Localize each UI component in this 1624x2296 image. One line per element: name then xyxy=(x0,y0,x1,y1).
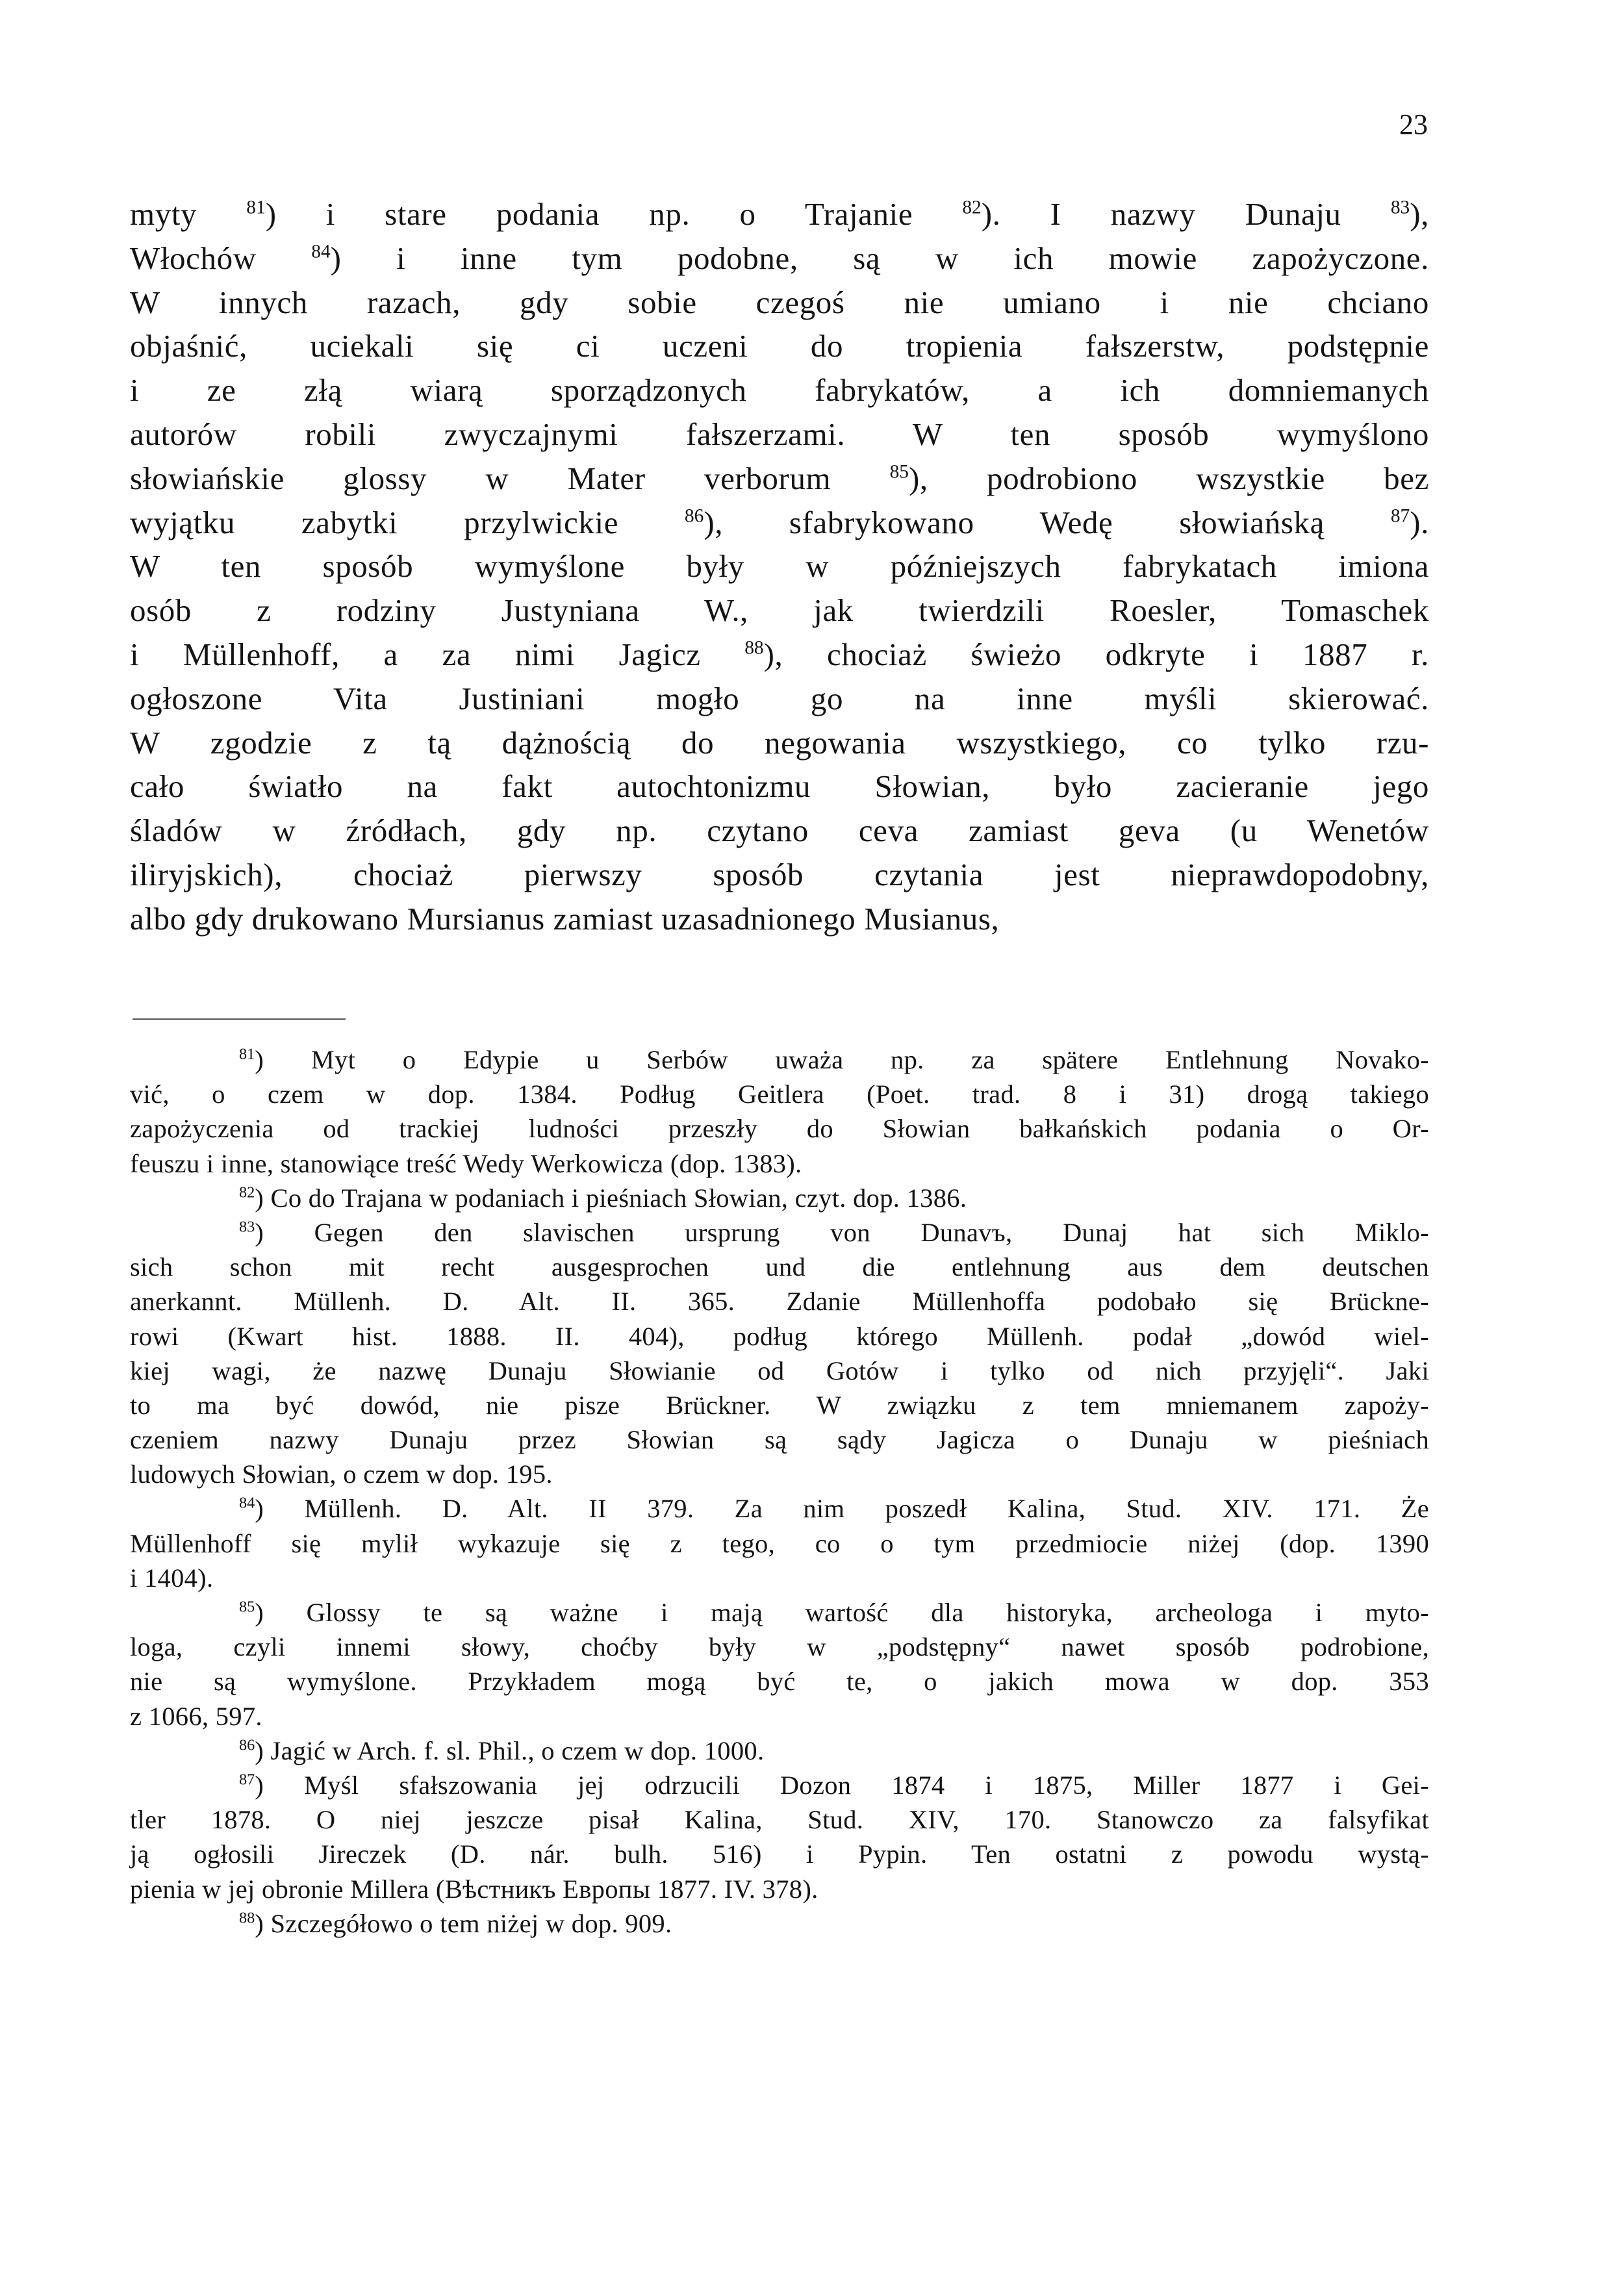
text-line: słowiańskie glossy w Mater verborum $^{85}$), podrobiono wszystkie bez xyxy=(130,460,1429,496)
footnotes xyxy=(130,1042,1429,1941)
footnote-86 xyxy=(130,1734,1429,1768)
footnote-line: $^{84}$) Müllenh. D. Alt. II 379. Za nim poszedł Kalina, Stud. XIV. 171. Że xyxy=(239,1494,1429,1524)
text-line: i Müllenhoff, a za nimi Jagicz $^{88}$), chociaż świeżo odkryte i 1887 r. xyxy=(130,636,1429,672)
footnote-85 xyxy=(130,1595,1429,1734)
footnote-line: rowi (Kwart hist. 1888. II. 404), podług którego Müllenh. podał „dowód wiel- xyxy=(130,1321,1429,1351)
footnote-line: $^{81}$) Myt o Edypie u Serbów uważa np. za spätere Entlehnung Novako- xyxy=(239,1045,1429,1074)
footnote-line: kiej wagi, że nazwę Dunaju Słowianie od Gotów i tylko od nich przyjęli“. Jaki xyxy=(130,1356,1429,1385)
footnote-line: $^{86}$) Jagić w Arch. f. sl. Phil., o czem w dop. 1000. xyxy=(239,1735,765,1765)
text-line: i ze złą wiarą sporządzonych fabrykatów, a ich domniemanych xyxy=(130,372,1429,409)
footnote-81 xyxy=(130,1042,1429,1181)
text-line: śladów w źródłach, gdy np. czytano ceva zamiast geva (u Wenetów xyxy=(130,813,1429,849)
footnote-line: ludowych Słowian, o czem w dop. 195. xyxy=(130,1459,553,1489)
text-line: cało światło na fakt autochtonizmu Słowian, było zacieranie jego xyxy=(130,768,1429,805)
footnote-line: $^{85}$) Glossy te są ważne i mają wartość dla historyka, archeologa i myto- xyxy=(239,1598,1429,1627)
footnote-ref: 88 xyxy=(744,637,764,659)
main-text xyxy=(130,192,1429,941)
footnote-ref: 83 xyxy=(1390,197,1410,218)
footnote-line: nie są wymyślone. Przykładem mogą być te, o jakich mowa w dop. 353 xyxy=(130,1667,1429,1697)
text-line: ogłoszone Vita Justiniani mogło go na inne myśli skierować. xyxy=(130,680,1429,716)
footnote-line: $^{82}$) Co do Trajana w podaniach i pieśniach Słowian, czyt. dop. 1386. xyxy=(239,1183,967,1213)
text-line: W innych razach, gdy sobie czegoś nie umiano i nie chciano xyxy=(130,284,1429,320)
footnote-line: $^{87}$) Myśl sfałszowania jej odrzucili Dozon 1874 i 1875, Miller 1877 i Gei- xyxy=(239,1770,1429,1800)
footnote-ref: 81 xyxy=(246,197,266,218)
text-line: myty $^{81}$) i stare podania np. o Trajanie $^{82}$). I nazwy Dunaju $^{83}$), xyxy=(130,196,1429,232)
footnote-ref: 87 xyxy=(1390,505,1410,527)
text-line: W zgodzie z tą dążnością do negowania wszystkiego, co tylko rzu- xyxy=(130,724,1429,761)
footnote-82 xyxy=(130,1181,1429,1215)
text-line: wyjątku zabytki przylwickie $^{86}$), sfabrykowano Wedę słowiańską $^{87}$). xyxy=(130,504,1429,540)
footnote-88 xyxy=(130,1906,1429,1941)
footnote-line: z 1066, 597. xyxy=(130,1701,262,1731)
footnote-line: i 1404). xyxy=(130,1563,214,1593)
footnote-line: tler 1878. O niej jeszcze pisał Kalina, Stud. XIV, 170. Stanowczo za falsyfikat xyxy=(130,1805,1429,1835)
text-line: iliryjskich), chociaż pierwszy sposób czytania jest nieprawdopodobny, xyxy=(130,856,1429,892)
footnote-line: vić, o czem w dop. 1384. Podług Geitlera (Poet. trad. 8 i 31) drogą takiego xyxy=(130,1079,1429,1109)
footnote-line: pienia w jej obronie Millera (Вѣстникъ Европы 1877. IV. 378). xyxy=(130,1874,818,1904)
footnote-line: zapożyczenia od trackiej ludności przeszły do Słowian bałkańskich podania o Or- xyxy=(130,1114,1429,1144)
footnote-line: loga, czyli innemi słowy, choćby były w „podstępny“ nawet sposób podrobione, xyxy=(130,1632,1429,1662)
footnote-line: to ma być dowód, nie pisze Brückner. W związku z tem mniemanem zapoży- xyxy=(130,1390,1429,1420)
text-line: autorów robili zwyczajnymi fałszerzami. W ten sposób wymyślono xyxy=(130,416,1429,452)
footnote-87 xyxy=(130,1768,1429,1906)
footnote-line: sich schon mit recht ausgesprochen und die entlehnung aus dem deutschen xyxy=(130,1252,1429,1282)
page-number: 23 xyxy=(1399,108,1428,140)
text-line: objaśnić, uciekali się ci uczeni do tropienia fałszerstw, podstępnie xyxy=(130,328,1429,364)
text-line: albo gdy drukowano Mursianus zamiast uzasadnionego Musianus, xyxy=(130,900,1000,937)
footnote-ref: 84 xyxy=(311,241,331,262)
footnote-83 xyxy=(130,1215,1429,1492)
footnote-line: feuszu i inne, stanowiące treść Wedy Werkowicza (dop. 1383). xyxy=(130,1148,802,1178)
text-line: osób z rodziny Justyniana W., jak twierdzili Roesler, Tomaschek xyxy=(130,592,1429,629)
footnote-ref: 85 xyxy=(889,461,909,483)
footnote-line: ją ogłosili Jireczek (D. nár. bulh. 516) i Pypin. Ten ostatni z powodu wystą- xyxy=(130,1839,1429,1869)
footnote-line: $^{88}$) Szczegółowo o tem niżej w dop. 909. xyxy=(239,1908,672,1938)
footnote-ref: 82 xyxy=(962,197,982,218)
footnote-ref: 86 xyxy=(684,505,704,527)
text-line: W ten sposób wymyślone były w późniejszych fabrykatach imiona xyxy=(130,548,1429,585)
footnote-line: Müllenhoff się mylił wykazuje się z tego, co o tym przedmiocie niżej (dop. 1390 xyxy=(130,1528,1429,1558)
footnote-line: $^{83}$) Gegen den slavischen ursprung von Dunavъ, Dunaj hat sich Miklo- xyxy=(239,1217,1429,1247)
footnote-84 xyxy=(130,1491,1429,1595)
footnote-line: anerkannt. Müllenh. D. Alt. II. 365. Zdanie Müllenhoffa podobało się Brückne- xyxy=(130,1287,1429,1317)
footnote-separator xyxy=(133,1018,346,1020)
footnote-line: czeniem nazwy Dunaju przez Słowian są sądy Jagicza o Dunaju w pieśniach xyxy=(130,1425,1429,1455)
text-line: Włochów $^{84}$) i inne tym podobne, są w ich mowie zapożyczone. xyxy=(130,240,1429,276)
